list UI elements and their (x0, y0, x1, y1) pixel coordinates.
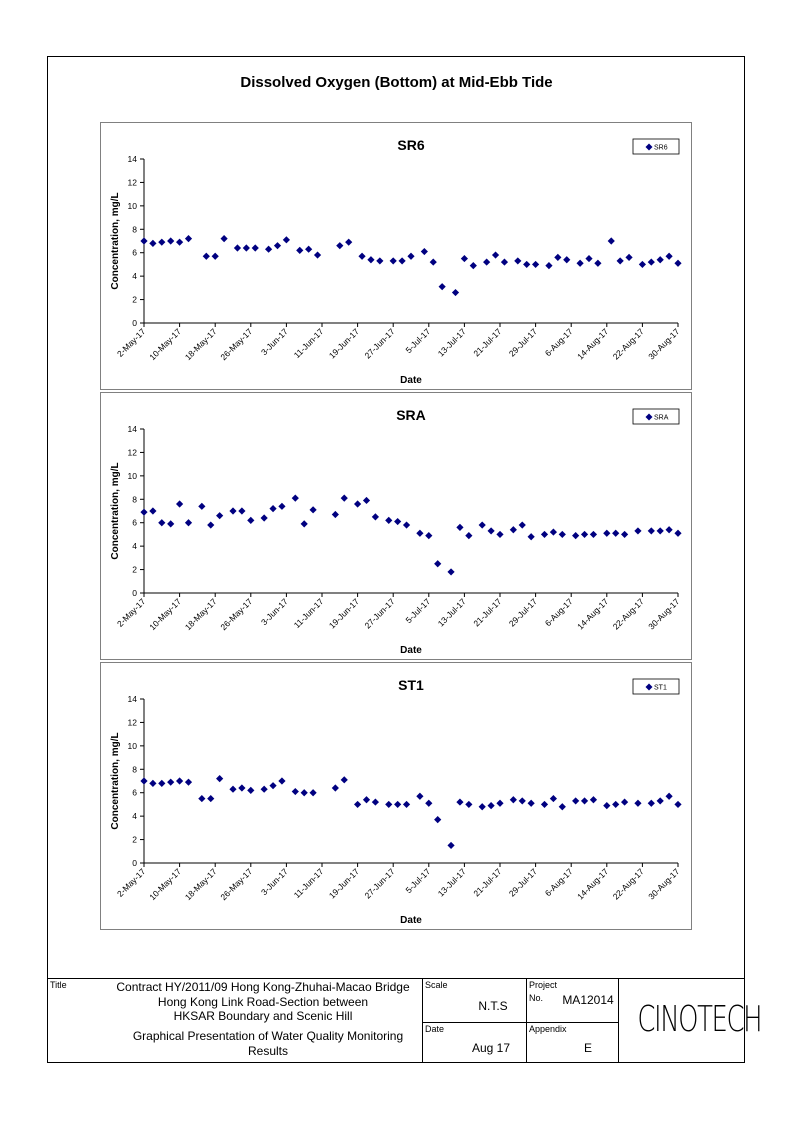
data-point (261, 786, 268, 793)
data-point (648, 258, 655, 265)
data-point (621, 531, 628, 538)
cinotech-logo: CINOTECH (637, 999, 762, 1040)
data-point (269, 505, 276, 512)
chart-title: SRA (396, 407, 426, 423)
data-point (167, 520, 174, 527)
appendix-value: E (583, 1041, 592, 1055)
data-point (590, 796, 597, 803)
data-point (585, 255, 592, 262)
data-point (296, 247, 303, 254)
data-point (292, 788, 299, 795)
data-point (488, 527, 495, 534)
data-point (510, 796, 517, 803)
x-tick-label: 3-Jun-17 (259, 866, 290, 898)
data-point (176, 239, 183, 246)
data-point (621, 798, 628, 805)
data-point (332, 784, 339, 791)
x-tick-label: 6-Aug-17 (542, 866, 575, 899)
chart-panel-st1 (100, 662, 692, 930)
x-tick-label: 22-Aug-17 (610, 326, 646, 362)
data-point (372, 513, 379, 520)
x-tick-label: 10-May-17 (147, 866, 184, 903)
x-tick-label: 19-Jun-17 (326, 326, 362, 361)
data-point (278, 777, 285, 784)
data-point (479, 521, 486, 528)
data-point (358, 253, 365, 260)
data-point (265, 246, 272, 253)
data-point (301, 520, 308, 527)
data-point (634, 527, 641, 534)
data-point (301, 789, 308, 796)
x-tick-label: 13-Jul-17 (435, 866, 468, 899)
data-point (212, 253, 219, 260)
data-point (581, 531, 588, 538)
data-point (185, 779, 192, 786)
data-point (523, 261, 530, 268)
chart-title: SR6 (397, 137, 425, 153)
x-tick-label: 10-May-17 (147, 596, 184, 633)
data-point (465, 532, 472, 539)
data-point (221, 235, 228, 242)
x-tick-label: 10-May-17 (147, 326, 184, 363)
data-point (541, 531, 548, 538)
data-point (532, 261, 539, 268)
data-point (207, 521, 214, 528)
data-point (483, 258, 490, 265)
chart-st1 (101, 663, 693, 931)
y-tick-label: 8 (132, 764, 137, 775)
x-tick-label: 30-Aug-17 (646, 596, 682, 632)
x-tick-label: 5-Jul-17 (403, 866, 433, 896)
data-point (550, 528, 557, 535)
data-point (149, 240, 156, 247)
y-tick-label: 0 (132, 318, 137, 328)
title-block-divider (526, 979, 527, 1062)
data-point (372, 798, 379, 805)
x-tick-label: 19-Jun-17 (326, 866, 362, 901)
x-tick-label: 18-May-17 (182, 596, 219, 633)
data-point (149, 507, 156, 514)
data-point (554, 254, 561, 261)
x-tick-label: 26-May-17 (218, 326, 255, 363)
data-point (634, 800, 641, 807)
x-tick-label: 2-May-17 (114, 596, 148, 629)
title-line-3: HKSAR Boundary and Scenic Hill (173, 1009, 353, 1023)
y-tick-label: 14 (127, 424, 137, 434)
y-axis-label: Concentration, mg/L (110, 192, 121, 290)
data-point (434, 816, 441, 823)
x-tick-label: 26-May-17 (218, 866, 255, 903)
data-point (283, 236, 290, 243)
y-tick-label: 10 (127, 470, 137, 481)
x-tick-label: 2-May-17 (114, 866, 148, 899)
data-point (519, 797, 526, 804)
data-point (488, 802, 495, 809)
data-point (674, 260, 681, 267)
y-tick-label: 2 (132, 564, 137, 575)
x-tick-label: 30-Aug-17 (646, 326, 682, 362)
data-point (581, 797, 588, 804)
x-tick-label: 29-Jul-17 (506, 596, 540, 629)
data-point (674, 530, 681, 537)
data-point (657, 256, 664, 263)
x-tick-label: 3-Jun-17 (259, 596, 290, 628)
data-point (390, 257, 397, 264)
data-point (332, 511, 339, 518)
data-point (465, 801, 472, 808)
x-tick-label: 30-Aug-17 (646, 866, 682, 902)
data-point (416, 793, 423, 800)
data-point (572, 797, 579, 804)
data-point (496, 531, 503, 538)
x-tick-label: 6-Aug-17 (542, 326, 575, 359)
data-point (238, 507, 245, 514)
legend-label: SR6 (654, 144, 668, 152)
x-tick-label: 27-Jun-17 (362, 866, 397, 901)
data-point (269, 782, 276, 789)
data-point (292, 495, 299, 502)
x-tick-label: 11-Jun-17 (291, 326, 326, 361)
data-point (514, 257, 521, 264)
data-point (590, 531, 597, 538)
x-tick-label: 5-Jul-17 (403, 596, 433, 626)
data-point (510, 526, 517, 533)
data-point (140, 237, 147, 244)
data-point (461, 255, 468, 262)
data-point (519, 521, 526, 528)
data-point (158, 519, 165, 526)
chart-title: ST1 (398, 677, 424, 693)
data-point (666, 526, 673, 533)
data-point (594, 260, 601, 267)
y-tick-label: 4 (132, 271, 137, 282)
title-block-divider (422, 1022, 619, 1023)
x-tick-label: 21-Jul-17 (471, 326, 504, 359)
data-point (479, 803, 486, 810)
data-point (354, 500, 361, 507)
scale-label: Scale (425, 980, 448, 990)
subtitle-line-2: Results (247, 1044, 288, 1058)
data-point (603, 530, 610, 537)
project-value: MA12014 (562, 993, 614, 1007)
data-point (612, 801, 619, 808)
x-tick-label: 3-Jun-17 (259, 326, 290, 358)
y-axis-label: Concentration, mg/L (110, 732, 121, 830)
data-point (639, 261, 646, 268)
data-point (528, 533, 535, 540)
x-tick-label: 14-Aug-17 (575, 326, 611, 362)
subtitle-line-1: Graphical Presentation of Water Quality Monitoring (132, 1029, 404, 1043)
data-point (341, 495, 348, 502)
project-label: Project (529, 980, 558, 990)
y-tick-label: 0 (132, 588, 137, 598)
y-tick-label: 12 (127, 447, 137, 458)
y-tick-label: 6 (132, 247, 137, 258)
y-tick-label: 0 (132, 858, 137, 868)
data-point (341, 776, 348, 783)
data-point (158, 780, 165, 787)
x-tick-label: 11-Jun-17 (291, 866, 326, 901)
x-tick-label: 13-Jul-17 (435, 326, 468, 359)
data-point (216, 775, 223, 782)
data-point (608, 237, 615, 244)
chart-panel-sra (100, 392, 692, 660)
data-point (367, 256, 374, 263)
date-label: Date (425, 1024, 445, 1034)
data-point (261, 514, 268, 521)
chart-legend (633, 409, 679, 424)
data-point (470, 262, 477, 269)
x-tick-label: 21-Jul-17 (471, 866, 504, 899)
data-point (572, 532, 579, 539)
data-point (577, 260, 584, 267)
data-point (403, 521, 410, 528)
x-tick-label: 22-Aug-17 (610, 596, 646, 632)
data-point (541, 801, 548, 808)
data-point (203, 253, 210, 260)
data-point (376, 257, 383, 264)
data-point (421, 248, 428, 255)
title-line-1: Contract HY/2011/09 Hong Kong-Zhuhai-Macao Bridge (116, 980, 410, 994)
data-point (229, 507, 236, 514)
data-point (385, 801, 392, 808)
y-tick-label: 12 (127, 717, 137, 728)
data-point (407, 253, 414, 260)
title-label: Title (50, 980, 67, 990)
y-tick-label: 4 (132, 541, 137, 552)
data-point (666, 793, 673, 800)
x-tick-label: 21-Jul-17 (471, 596, 504, 629)
data-point (550, 795, 557, 802)
data-point (354, 801, 361, 808)
data-point (363, 796, 370, 803)
x-tick-label: 26-May-17 (218, 596, 255, 633)
data-point (456, 798, 463, 805)
data-point (447, 568, 454, 575)
data-point (243, 244, 250, 251)
scale-value: N.T.S (478, 999, 508, 1013)
y-tick-label: 14 (127, 154, 137, 164)
data-point (452, 289, 459, 296)
data-point (430, 258, 437, 265)
data-point (234, 244, 241, 251)
data-point (657, 527, 664, 534)
data-point (657, 797, 664, 804)
data-point (207, 795, 214, 802)
data-point (198, 795, 205, 802)
data-point (648, 527, 655, 534)
date-value: Aug 17 (471, 1041, 511, 1055)
x-tick-label: 14-Aug-17 (575, 596, 611, 632)
data-point (149, 780, 156, 787)
data-point (167, 237, 174, 244)
x-tick-label: 22-Aug-17 (610, 866, 646, 902)
x-tick-label: 29-Jul-17 (506, 326, 540, 359)
y-axis-label: Concentration, mg/L (110, 462, 121, 560)
data-point (167, 779, 174, 786)
y-tick-label: 10 (127, 200, 137, 211)
data-point (305, 246, 312, 253)
title-block (47, 978, 762, 1063)
x-axis-label: Date (400, 645, 422, 656)
data-point (185, 519, 192, 526)
x-tick-label: 11-Jun-17 (291, 596, 326, 631)
project-no-label: No. (529, 993, 544, 1003)
y-tick-label: 2 (132, 834, 137, 845)
data-point (399, 257, 406, 264)
data-point (617, 257, 624, 264)
data-point (492, 251, 499, 258)
data-point (528, 800, 535, 807)
data-point (385, 517, 392, 524)
data-point (345, 239, 352, 246)
chart-panel-sr6 (100, 122, 692, 390)
data-point (603, 802, 610, 809)
legend-label: SRA (654, 414, 669, 422)
data-point (176, 500, 183, 507)
data-point (247, 517, 254, 524)
y-tick-label: 8 (132, 224, 137, 235)
data-point (559, 531, 566, 538)
y-tick-label: 2 (132, 294, 137, 305)
data-point (501, 258, 508, 265)
y-tick-label: 14 (127, 694, 137, 704)
page-title: Dissolved Oxygen (Bottom) at Mid-Ebb Tide (240, 74, 553, 91)
x-tick-label: 5-Jul-17 (403, 326, 433, 356)
data-point (425, 532, 432, 539)
data-point (238, 784, 245, 791)
data-point (559, 803, 566, 810)
data-point (434, 560, 441, 567)
title-line-2: Hong Kong Link Road-Section between (157, 995, 369, 1009)
data-point (140, 509, 147, 516)
data-point (229, 786, 236, 793)
x-tick-label: 19-Jun-17 (326, 596, 362, 631)
chart-sra (101, 393, 693, 661)
data-point (403, 801, 410, 808)
data-point (274, 242, 281, 249)
x-tick-label: 6-Aug-17 (542, 596, 575, 629)
appendix-label: Appendix (529, 1024, 567, 1034)
data-point (674, 801, 681, 808)
data-point (252, 244, 259, 251)
data-point (425, 800, 432, 807)
y-tick-label: 4 (132, 811, 137, 822)
data-point (216, 512, 223, 519)
data-point (439, 283, 446, 290)
y-tick-label: 10 (127, 740, 137, 751)
data-point (363, 497, 370, 504)
x-tick-label: 27-Jun-17 (362, 326, 397, 361)
data-point (176, 777, 183, 784)
y-tick-label: 6 (132, 517, 137, 528)
data-point (447, 842, 454, 849)
legend-label: ST1 (654, 684, 667, 692)
chart-legend (633, 679, 679, 694)
data-point (247, 787, 254, 794)
data-point (314, 251, 321, 258)
data-point (666, 253, 673, 260)
x-tick-label: 27-Jun-17 (362, 596, 397, 631)
x-tick-label: 14-Aug-17 (575, 866, 611, 902)
chart-legend (633, 139, 679, 154)
y-tick-label: 8 (132, 494, 137, 505)
x-tick-label: 13-Jul-17 (435, 596, 468, 629)
data-point (625, 254, 632, 261)
data-point (336, 242, 343, 249)
data-point (394, 801, 401, 808)
x-tick-label: 29-Jul-17 (506, 866, 540, 899)
data-point (310, 789, 317, 796)
y-tick-label: 12 (127, 177, 137, 188)
chart-sr6 (101, 123, 693, 391)
data-point (140, 777, 147, 784)
x-tick-label: 18-May-17 (182, 866, 219, 903)
data-point (158, 239, 165, 246)
data-point (545, 262, 552, 269)
data-point (394, 518, 401, 525)
x-tick-label: 18-May-17 (182, 326, 219, 363)
data-point (416, 530, 423, 537)
x-axis-label: Date (400, 375, 422, 386)
data-point (496, 800, 503, 807)
data-point (648, 800, 655, 807)
data-point (185, 235, 192, 242)
data-point (612, 530, 619, 537)
data-point (456, 524, 463, 531)
data-point (310, 506, 317, 513)
data-point (563, 256, 570, 263)
data-point (278, 503, 285, 510)
y-tick-label: 6 (132, 787, 137, 798)
x-tick-label: 2-May-17 (114, 326, 148, 359)
data-point (198, 503, 205, 510)
x-axis-label: Date (400, 915, 422, 926)
